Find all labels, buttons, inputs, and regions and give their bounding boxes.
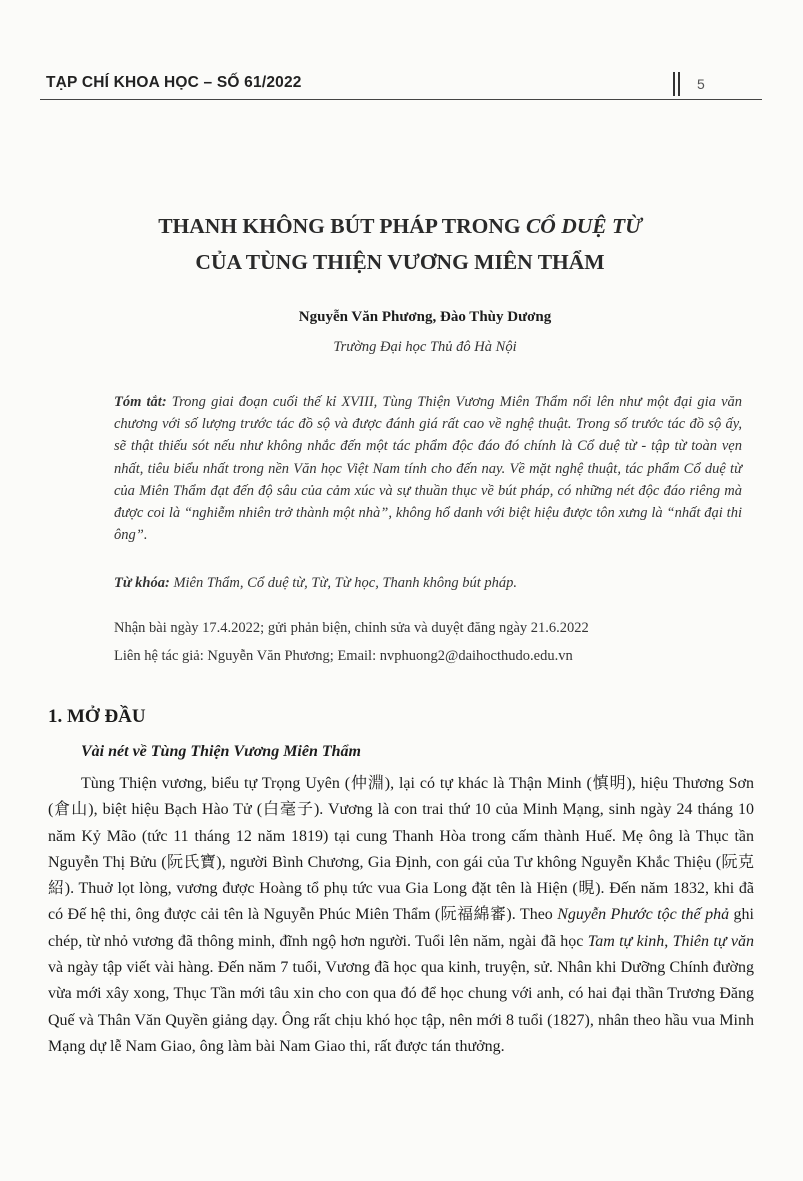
affiliation: Trường Đại học Thủ đô Hà Nội	[333, 339, 517, 355]
keywords	[114, 575, 742, 592]
header-rule	[40, 99, 762, 100]
page-number: 5	[697, 76, 705, 92]
keywords-text: Miên Thẩm, Cổ duệ từ, Từ, Từ học, Thanh không bút pháp.	[169, 575, 517, 591]
running-header	[0, 72, 760, 102]
abstract-text: Trong giai đoạn cuối thế kỉ XVIII, Tùng Thiện Vương Miên Thẩm nổi lên như một đại gia văn chương với số lượng trước tác đồ sộ và được đánh giá rất cao về nghệ thuật. Trong số trước tác đồ sộ ấy, sẽ thật thiếu sót nếu như không nhắc đến một tác phẩm độc đáo đó chính là Cổ duệ từ - tập từ toàn vẹn nhất, tiêu biểu nhất trong nền Văn học Việt Nam tính cho đến nay. Về mặt nghệ thuật, tác phẩm Cổ duệ từ của Miên Thẩm đạt đến độ sâu của cảm xúc và sự thuần thục về bút pháp, có những nét độc đáo riêng mà được coi là “nghiễm nhiên trở thành một nhà”, không hổ danh với biệt hiệu được tôn xưng là “nhất đại thi ông”.	[114, 394, 742, 544]
section-heading: 1. MỞ ĐẦU	[48, 706, 146, 727]
authors: Nguyễn Văn Phương, Đào Thùy Dương	[298, 309, 552, 325]
keywords-label: Từ khóa:	[114, 575, 170, 591]
journal-title: TẠP CHÍ KHOA HỌC – SỐ 61/2022	[46, 74, 302, 91]
header-divider	[673, 72, 675, 96]
article-title-line-2: CỦA TÙNG THIỆN VƯƠNG MIÊN THẨM	[195, 250, 605, 274]
abstract	[114, 391, 742, 546]
abstract-label: Tóm tắt:	[114, 394, 167, 410]
author-contact: Liên hệ tác giả: Nguyễn Văn Phương; Email: nvphuong2@daihocthudo.edu.vn	[114, 648, 573, 664]
work-title: CỔ DUỆ TỪ	[525, 214, 642, 238]
received-date: Nhận bài ngày 17.4.2022; gửi phản biện, chỉnh sửa và duyệt đăng ngày 21.6.2022	[114, 620, 589, 636]
header-divider	[678, 72, 680, 96]
article-title-line-1: THANH KHÔNG BÚT PHÁP TRONG CỔ DUỆ TỪ	[158, 214, 642, 238]
subsection-heading: Vài nét về Tùng Thiện Vương Miên Thẩm	[81, 743, 361, 760]
body-paragraph: Tùng Thiện vương, biểu tự Trọng Uyên (仲淵), lại có tự khác là Thận Minh (慎明), hiệu Thương Sơn (倉山), biệt hiệu Bạch Hào Tử (白毫子). Vương là con trai thứ 10 của Minh Mạng, sinh ngày 24 tháng 10 năm Kỷ Mão (tức 11 tháng 12 năm 1819) tại cung Thanh Hòa trong cấm thành Huế. Mẹ ông là Thục tần Nguyễn Thị Bửu (阮氏寶), người Bình Chương, Gia Định, con gái của Tư không Nguyễn Khắc Thiệu (阮克紹). Thuở lọt lòng, vương được Hoàng tổ phụ tức vua Gia Long đặt tên là Hiện (晛). Đến năm 1832, khi đã có Đế hệ thi, ông được cải tên là Nguyễn Phúc Miên Thẩm (阮福綿審). Theo Nguyễn Phước tộc thế phả ghi chép, từ nhỏ vương đã thông minh, đĩnh ngộ hơn người. Tuổi lên năm, ngài đã học Tam tự kinh, Thiên tự văn và ngày tập viết vài hàng. Đến năm 7 tuổi, Vương đã học qua kinh, truyện, sử. Nhân khi Dưỡng Chính đường vừa mới xây xong, Thục Tần mới tâu xin cho con qua đó để học chung với anh, có hai đại thần Trương Đăng Quế và Thân Văn Quyền giảng dạy. Ông rất chịu khó học tập, nên mới 8 tuổi (1827), nhân theo hầu vua Minh Mạng dự lễ Nam Giao, ông làm bài Nam Giao thi, rất được tán thưởng.	[48, 775, 755, 1055]
